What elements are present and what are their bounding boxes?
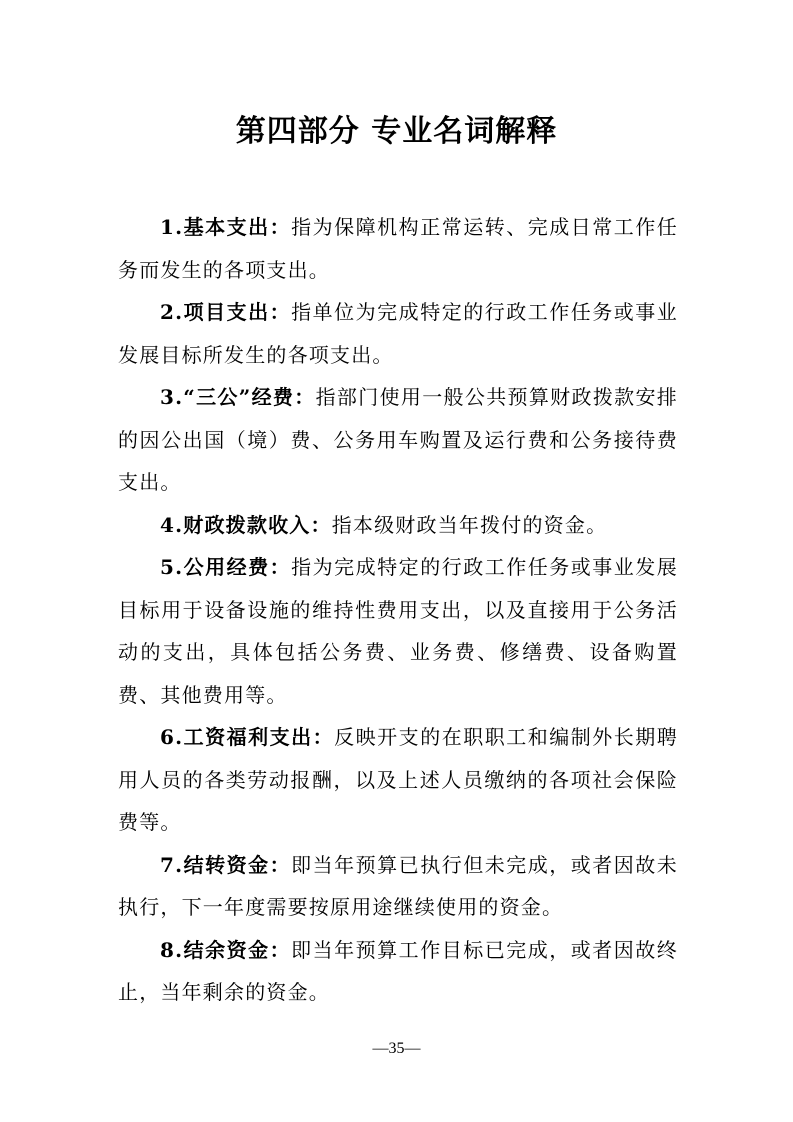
glossary-item-public-funds <box>118 546 678 716</box>
glossary-item-project-expenditure <box>118 291 678 376</box>
glossary-item-fiscal-appropriation-income <box>118 504 678 547</box>
glossary-item-carryover-funds <box>118 844 678 929</box>
glossary-item-wage-welfare <box>118 716 678 844</box>
term-definition: 即当年预算已执行但未完成，或者因故未执行，下一年度需要按原用途继续使用的资金。 <box>118 852 678 919</box>
term-label: 4.财政拨款收入： <box>160 512 332 537</box>
term-definition: 反映开支的在职职工和编制外长期聘用人员的各类劳动报酬，以及上述人员缴纳的各项社会保险费等。 <box>118 725 678 834</box>
glossary-item-basic-expenditure <box>118 206 678 291</box>
page-number: —35— <box>372 1040 421 1057</box>
term-definition: 指部门使用一般公共预算财政拨款安排的因公出国（境）费、公务用车购置及运行费和公务接待费支出。 <box>118 385 678 494</box>
term-definition: 指本级财政当年拨付的资金。 <box>331 512 608 537</box>
glossary-item-surplus-funds <box>118 929 678 1014</box>
term-label: 8.结余资金： <box>160 937 292 962</box>
term-label: 7.结转资金： <box>160 852 292 877</box>
page-title: 第四部分 专业名词解释 <box>235 114 558 149</box>
term-definition: 指为完成特定的行政工作任务或事业发展目标用于设备设施的维持性费用支出，以及直接用于公务活动的支出，具体包括公务费、业务费、修缮费、设备购置费、其他费用等。 <box>118 555 678 707</box>
term-label: 5.公用经费： <box>160 555 292 579</box>
term-label: 6.工资福利支出： <box>160 725 335 749</box>
term-definition: 指为保障机构正常运转、完成日常工作任务而发生的各项支出。 <box>118 215 678 282</box>
term-definition: 指单位为完成特定的行政工作任务或事业发展目标所发生的各项支出。 <box>118 300 678 367</box>
glossary-body <box>118 206 678 1014</box>
term-label: 2.项目支出： <box>160 300 292 324</box>
glossary-item-three-public-funds <box>118 376 678 504</box>
term-definition: 即当年预算工作目标已完成，或者因故终止，当年剩余的资金。 <box>118 937 678 1004</box>
term-label: 3.“三公”经费： <box>160 385 316 409</box>
term-label: 1.基本支出： <box>160 215 292 239</box>
